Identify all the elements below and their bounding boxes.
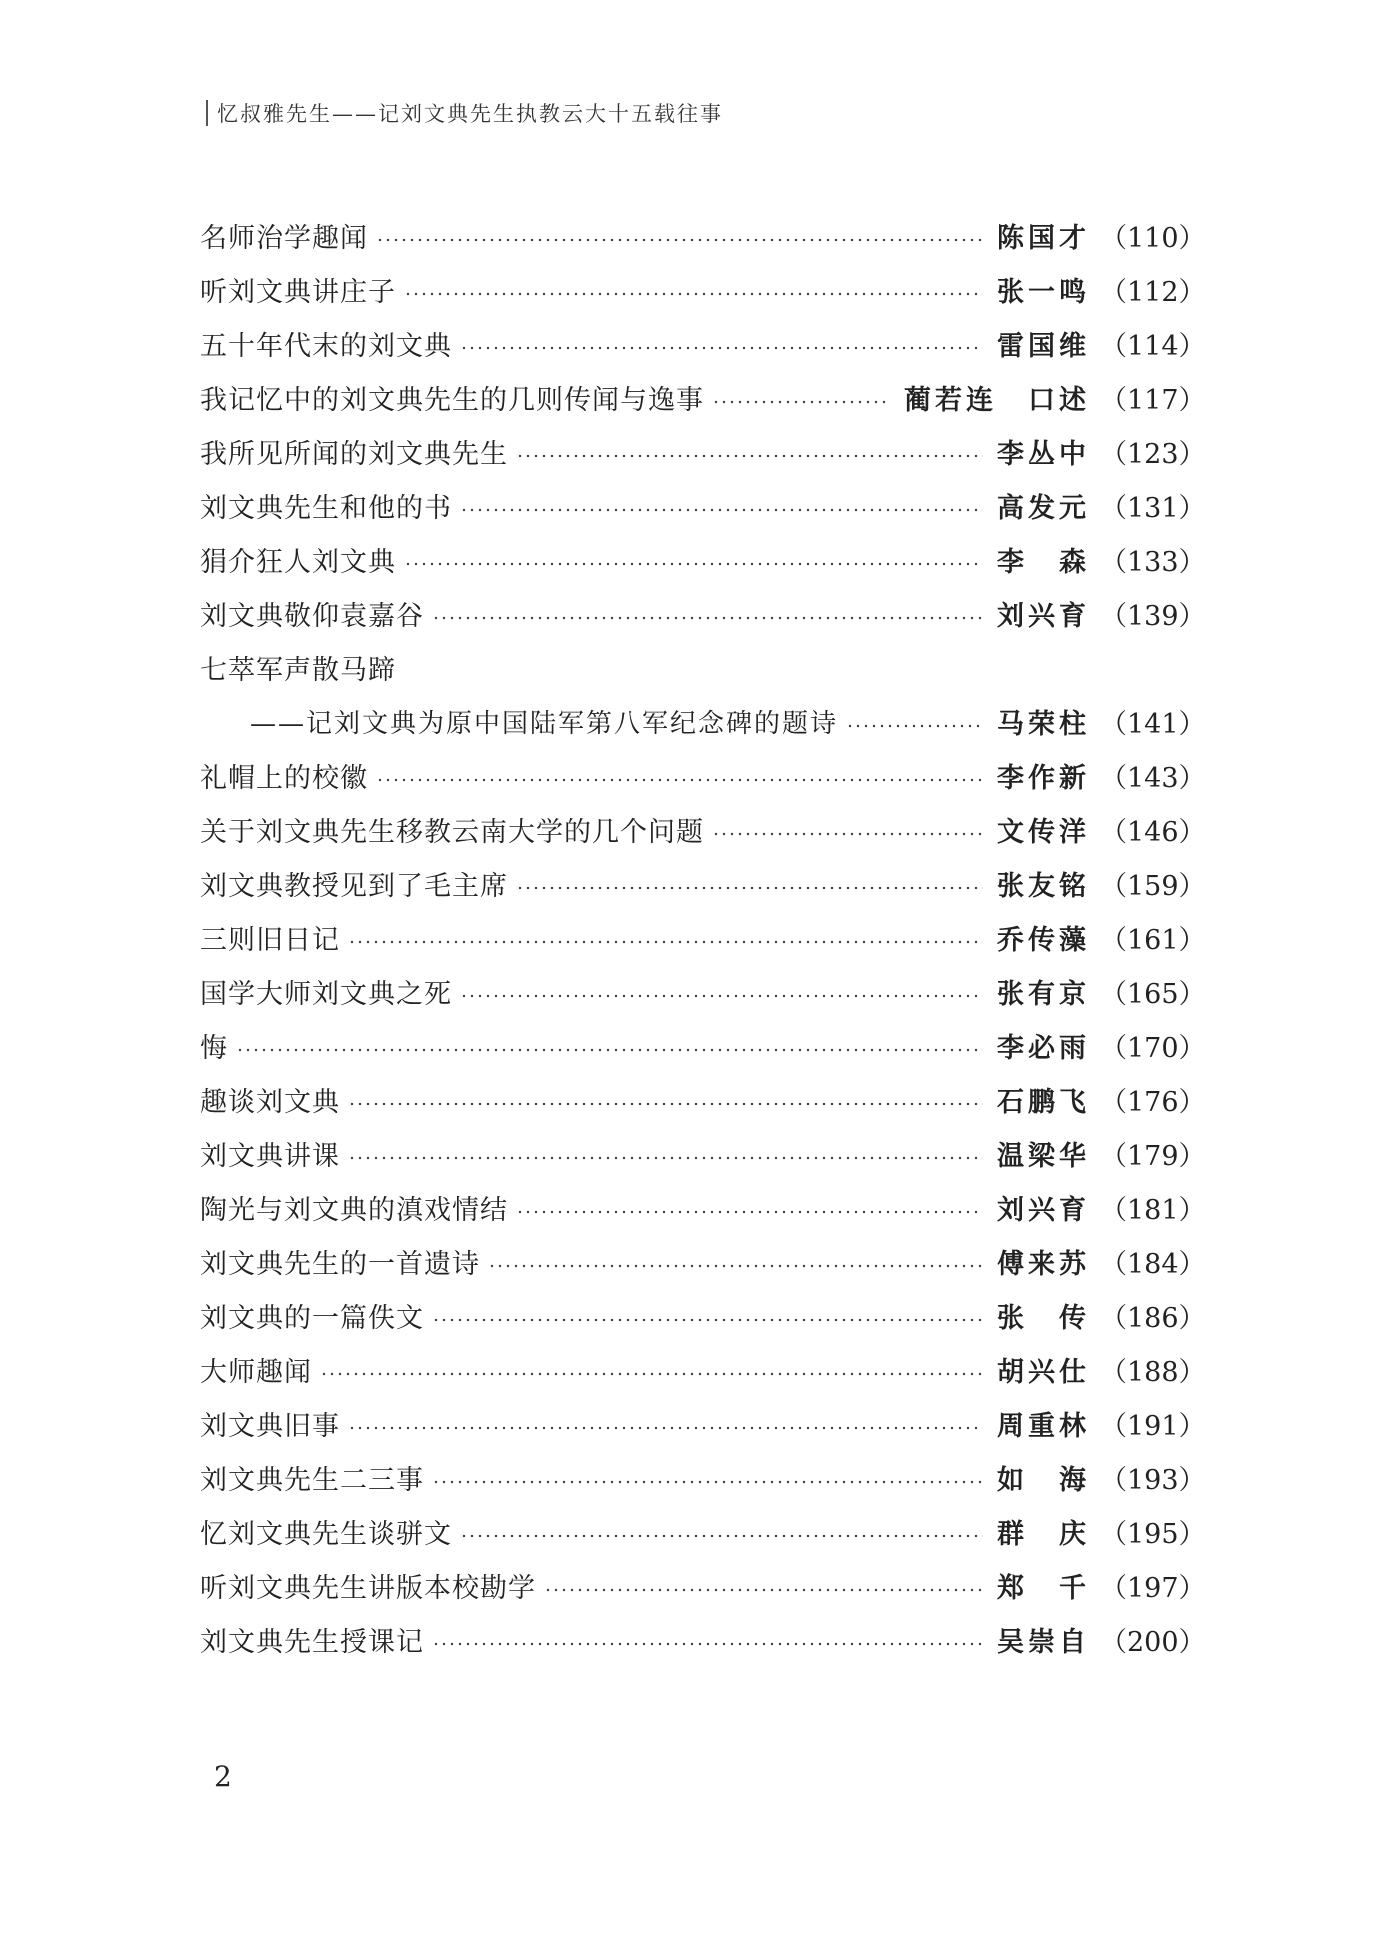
toc-entry[interactable] bbox=[200, 1396, 1206, 1450]
toc-entry[interactable] bbox=[200, 1072, 1206, 1126]
leader-dots bbox=[348, 1102, 983, 1106]
leader-dots bbox=[460, 1534, 983, 1538]
toc-title: 我记忆中的刘文典先生的几则传闻与逸事 bbox=[200, 384, 704, 416]
toc-page: （181） bbox=[1100, 1194, 1206, 1226]
toc-page: （139） bbox=[1100, 600, 1206, 632]
toc-page: （179） bbox=[1100, 1140, 1206, 1172]
leader-dots bbox=[460, 346, 983, 350]
toc-title: 刘文典的一篇佚文 bbox=[200, 1302, 424, 1334]
toc-page: （133） bbox=[1100, 546, 1206, 578]
toc-entry[interactable] bbox=[200, 1504, 1206, 1558]
toc-entry[interactable] bbox=[200, 1018, 1206, 1072]
toc-title: 刘文典先生和他的书 bbox=[200, 492, 452, 524]
toc-title: 礼帽上的校徽 bbox=[200, 762, 368, 794]
toc-author: 傅来苏 bbox=[997, 1248, 1090, 1280]
toc-author: 石鹏飞 bbox=[997, 1086, 1090, 1118]
leader-dots bbox=[432, 1642, 983, 1646]
toc-author: 陈国才 bbox=[997, 222, 1090, 254]
toc-page: （170） bbox=[1100, 1032, 1206, 1064]
leader-dots bbox=[846, 724, 983, 728]
leader-dots bbox=[432, 1318, 983, 1322]
toc-entry[interactable] bbox=[200, 370, 1206, 424]
toc-page: （143） bbox=[1100, 762, 1206, 794]
toc-author: 吴崇自 bbox=[997, 1626, 1090, 1658]
toc-entry[interactable] bbox=[200, 1180, 1206, 1234]
toc-page: （197） bbox=[1100, 1572, 1206, 1604]
leader-dots bbox=[320, 1372, 983, 1376]
toc-entry[interactable] bbox=[200, 478, 1206, 532]
toc-title: 刘文典先生二三事 bbox=[200, 1464, 424, 1496]
leader-dots bbox=[516, 1210, 983, 1214]
toc-author: 如 海 bbox=[997, 1464, 1090, 1496]
toc-page: （112） bbox=[1100, 276, 1206, 308]
toc-author: 张 传 bbox=[997, 1302, 1090, 1334]
leader-dots bbox=[460, 508, 983, 512]
toc-author: 李丛中 bbox=[997, 438, 1090, 470]
toc-title: 忆刘文典先生谈骈文 bbox=[200, 1518, 452, 1550]
toc-page: （195） bbox=[1100, 1518, 1206, 1550]
toc-entry[interactable] bbox=[200, 262, 1206, 316]
toc-title: 刘文典旧事 bbox=[200, 1410, 340, 1442]
toc-page: （159） bbox=[1100, 870, 1206, 902]
toc-page: （110） bbox=[1100, 222, 1206, 254]
toc-subtitle: ——记刘文典为原中国陆军第八军纪念碑的题诗 bbox=[250, 708, 839, 739]
toc-page: （200） bbox=[1100, 1626, 1206, 1658]
toc-page: （193） bbox=[1100, 1464, 1206, 1496]
leader-dots bbox=[348, 940, 983, 944]
toc-entry[interactable] bbox=[200, 1558, 1206, 1612]
toc-title: 我所见所闻的刘文典先生 bbox=[200, 438, 508, 470]
toc-page: （184） bbox=[1100, 1248, 1206, 1280]
toc-author: 刘兴育 bbox=[997, 1194, 1090, 1226]
toc-entry-subtitle[interactable] bbox=[200, 694, 1206, 748]
toc-title: 国学大师刘文典之死 bbox=[200, 978, 452, 1010]
toc-entry[interactable] bbox=[200, 208, 1206, 262]
toc-title: 大师趣闻 bbox=[200, 1356, 312, 1388]
header-rule bbox=[206, 100, 208, 126]
leader-dots bbox=[712, 832, 983, 836]
toc-title: 名师治学趣闻 bbox=[200, 222, 368, 254]
toc-author: 张友铭 bbox=[997, 870, 1090, 902]
toc-title: 陶光与刘文典的滇戏情结 bbox=[200, 1194, 508, 1226]
toc-page: （188） bbox=[1100, 1356, 1206, 1388]
leader-dots bbox=[236, 1048, 983, 1052]
toc-entry[interactable] bbox=[200, 316, 1206, 370]
toc-author: 乔传藻 bbox=[997, 924, 1090, 956]
toc-title: 七萃军声散马蹄 bbox=[200, 654, 396, 686]
leader-dots bbox=[348, 1156, 983, 1160]
toc-page: （176） bbox=[1100, 1086, 1206, 1118]
toc-entry[interactable] bbox=[200, 910, 1206, 964]
toc-page: （123） bbox=[1100, 438, 1206, 470]
leader-dots bbox=[376, 238, 983, 242]
toc-author: 高发元 bbox=[997, 492, 1090, 524]
toc-author: 李作新 bbox=[997, 762, 1090, 794]
toc-page: （141） bbox=[1100, 708, 1206, 740]
leader-dots bbox=[404, 562, 983, 566]
toc-author: 雷国维 bbox=[997, 330, 1090, 362]
toc-author: 郑 千 bbox=[997, 1572, 1090, 1604]
table-of-contents bbox=[200, 208, 1206, 1666]
toc-title: 刘文典先生授课记 bbox=[200, 1626, 424, 1658]
leader-dots bbox=[544, 1588, 983, 1592]
toc-page: （186） bbox=[1100, 1302, 1206, 1334]
toc-author: 群 庆 bbox=[997, 1518, 1090, 1550]
running-title: 忆叔雅先生——记刘文典先生执教云大十五载往事 bbox=[217, 102, 723, 126]
toc-title: 趣谈刘文典 bbox=[200, 1086, 340, 1118]
leader-dots bbox=[432, 1480, 983, 1484]
toc-author: 张有京 bbox=[997, 978, 1090, 1010]
leader-dots bbox=[432, 616, 983, 620]
toc-author: 马荣柱 bbox=[997, 708, 1090, 740]
toc-entry[interactable] bbox=[200, 1450, 1206, 1504]
toc-title: 刘文典教授见到了毛主席 bbox=[200, 870, 508, 902]
toc-title: 刘文典先生的一首遗诗 bbox=[200, 1248, 480, 1280]
toc-entry[interactable] bbox=[200, 424, 1206, 478]
toc-author: 文传洋 bbox=[997, 816, 1090, 848]
toc-page: （114） bbox=[1100, 330, 1206, 362]
toc-title: 关于刘文典先生移教云南大学的几个问题 bbox=[200, 816, 704, 848]
page-number: 2 bbox=[214, 1760, 232, 1793]
toc-title: 狷介狂人刘文典 bbox=[200, 546, 396, 578]
leader-dots bbox=[516, 454, 983, 458]
toc-entry[interactable] bbox=[200, 856, 1206, 910]
leader-dots bbox=[404, 292, 983, 296]
leader-dots bbox=[460, 994, 983, 998]
toc-page: （117） bbox=[1100, 384, 1206, 416]
toc-author: 周重林 bbox=[997, 1410, 1090, 1442]
leader-dots bbox=[376, 778, 983, 782]
leader-dots bbox=[488, 1264, 983, 1268]
toc-page: （165） bbox=[1100, 978, 1206, 1010]
toc-entry[interactable] bbox=[200, 586, 1206, 640]
leader-dots bbox=[712, 400, 890, 404]
leader-dots bbox=[348, 1426, 983, 1430]
toc-entry[interactable] bbox=[200, 1126, 1206, 1180]
toc-title: 听刘文典先生讲版本校勘学 bbox=[200, 1572, 536, 1604]
toc-entry[interactable] bbox=[200, 1612, 1206, 1666]
toc-entry[interactable] bbox=[200, 1234, 1206, 1288]
toc-author: 胡兴仕 bbox=[997, 1356, 1090, 1388]
toc-author: 张一鸣 bbox=[997, 276, 1090, 308]
toc-title: 刘文典敬仰袁嘉谷 bbox=[200, 600, 424, 632]
leader-dots bbox=[516, 886, 983, 890]
toc-author: 蔺若连 口述 bbox=[904, 384, 1090, 416]
toc-page: （131） bbox=[1100, 492, 1206, 524]
toc-title: 悔 bbox=[200, 1032, 228, 1064]
toc-entry[interactable] bbox=[200, 964, 1206, 1018]
toc-author: 李 森 bbox=[997, 546, 1090, 578]
toc-page: （161） bbox=[1100, 924, 1206, 956]
running-header bbox=[206, 98, 723, 128]
toc-title: 三则旧日记 bbox=[200, 924, 340, 956]
toc-entry[interactable] bbox=[200, 1342, 1206, 1396]
toc-entry-heading[interactable] bbox=[200, 640, 1178, 694]
toc-entry[interactable] bbox=[200, 802, 1206, 856]
toc-page: （191） bbox=[1100, 1410, 1206, 1442]
toc-author: 李必雨 bbox=[997, 1032, 1090, 1064]
toc-title: 刘文典讲课 bbox=[200, 1140, 340, 1172]
toc-entry[interactable] bbox=[200, 532, 1206, 586]
toc-title: 听刘文典讲庄子 bbox=[200, 276, 396, 308]
toc-author: 温梁华 bbox=[997, 1140, 1090, 1172]
toc-entry[interactable] bbox=[200, 748, 1206, 802]
toc-page: （146） bbox=[1100, 816, 1206, 848]
toc-author: 刘兴育 bbox=[997, 600, 1090, 632]
toc-entry[interactable] bbox=[200, 1288, 1206, 1342]
toc-title: 五十年代末的刘文典 bbox=[200, 330, 452, 362]
